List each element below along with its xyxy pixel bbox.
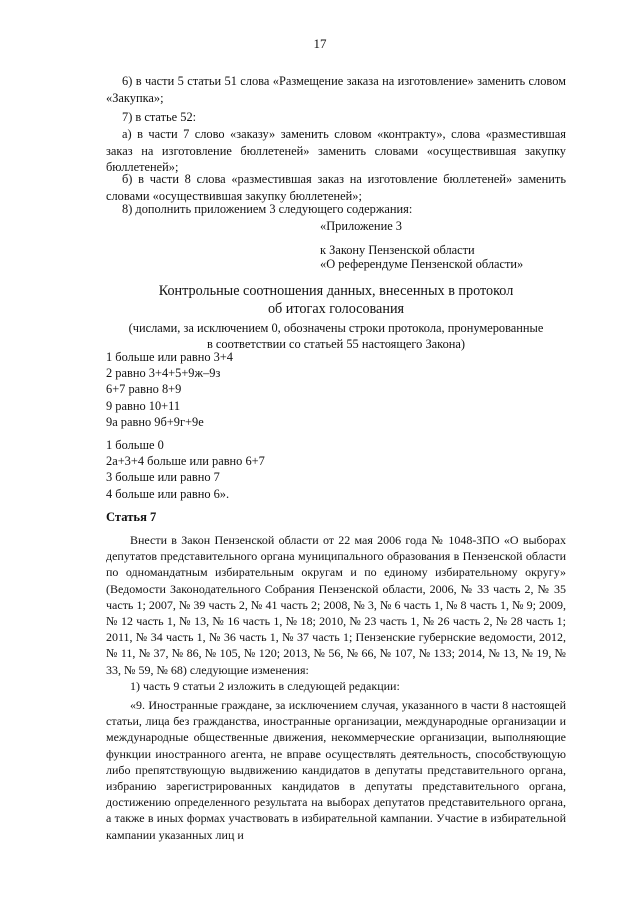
section-note-line-1: (числами, за исключением 0, обозначены строки протокола, пронумерованные [128, 321, 544, 335]
relation-line: 9а равно 9б+9г+9е [106, 414, 204, 429]
section-title-line-1: Контрольные соотношения данных, внесенных в протокол [158, 283, 514, 299]
section-title-line-2: об итогах голосования [267, 300, 405, 317]
article-item-1: 1) часть 9 статьи 2 изложить в следующей редакции: [130, 679, 400, 693]
appendix-law-line: к Закону Пензенской области [320, 243, 475, 257]
relation-line: 9 равно 10+11 [106, 398, 181, 413]
relation-line: 1 больше 0 [106, 438, 164, 452]
amendment-item-7: 7) в статье 52: [122, 110, 197, 124]
amendment-item-7b: б) в части 8 слова «разместившая заказ на изготовление бюллетеней» заменить словами «осуществившая закупку бюллетеней»; [106, 172, 566, 203]
relation-line: 1 больше или равно 3+4 [106, 350, 233, 364]
appendix-label: «Приложение 3 [320, 219, 402, 233]
amendment-item-8: 8) дополнить приложением 3 следующего содержания: [122, 202, 413, 216]
relation-line: 3 больше или равно 7 [106, 470, 220, 485]
section-title [106, 283, 566, 318]
relation-line: 6+7 равно 8+9 [106, 382, 182, 397]
relation-line: 4 больше или равно 6». [106, 486, 230, 501]
article-heading: Статья 7 [106, 510, 157, 524]
amendment-item-6: 6) в части 5 статьи 51 слова «Размещение заказа на изготовление» заменить словом «Закупка»; [106, 74, 566, 105]
relations-group-1 [106, 349, 233, 430]
appendix-law-title: «О референдуме Пензенской области» [320, 257, 524, 271]
relation-line: 2а+3+4 больше или равно 6+7 [106, 454, 265, 469]
article-quote: «9. Иностранные граждане, за исключением случая, указанного в части 8 настоящей статьи, лица без гражданства, иностранные организации, международные организации и международные общественные движения, некоммерческие организации, выполняющие функции иностранного агента, не вправе осуществлять деятельность, способствующую либо препятствующую выдвижению кандидатов в депутаты представительного органа, избранию зарегистрированных кандидатов в депутаты представительного органа, достижению определенного результата на выборах депутатов представительного органа, а также в иных формах участвовать в избирательной кампании. Участие в избирательной кампании указанных лиц и [106, 698, 566, 842]
amendment-item-7a: а) в части 7 слово «заказу» заменить словом «контракту», слова «разместившая заказ на изготовление бюллетеней» заменить словами «осуществившая закупку бюллетеней»; [106, 127, 566, 175]
section-note-line-2: в соответствии со статьей 55 настоящего Закона) [206, 337, 466, 352]
article-intro: Внести в Закон Пензенской области от 22 мая 2006 года № 1048-ЗПО «О выборах депутатов представительного органа муниципального образования в Пензенской области по одномандатным избирательным округам и по единому избирательному округу» (Ведомости Законодательного Собрания Пензенской области, 2006, № 33 часть 2, № 35 часть 1; 2007, № 39 часть 2, № 41 часть 2; 2008, № 3, № 6 часть 1, № 8 часть 1, № 9; 2009, № 12 часть 1, № 13, № 16 часть 1, № 18; 2010, № 23 часть 1, № 26 часть 2, № 28 часть 1; 2011, № 34 часть 1, № 36 часть 1, № 37 часть 1; Пензенские губернские ведомости, 2012, № 11, № 37, № 86, № 105, № 120; 2013, № 56, № 66, № 107, № 133; 2014, № 13, № 19, № 33, № 59, № 68) следующие изменения: [106, 533, 566, 677]
page-number: 17 [313, 36, 327, 51]
relations-group-2 [106, 437, 265, 502]
relation-line: 2 равно 3+4+5+9ж–9з [106, 366, 221, 381]
section-note [106, 320, 566, 353]
